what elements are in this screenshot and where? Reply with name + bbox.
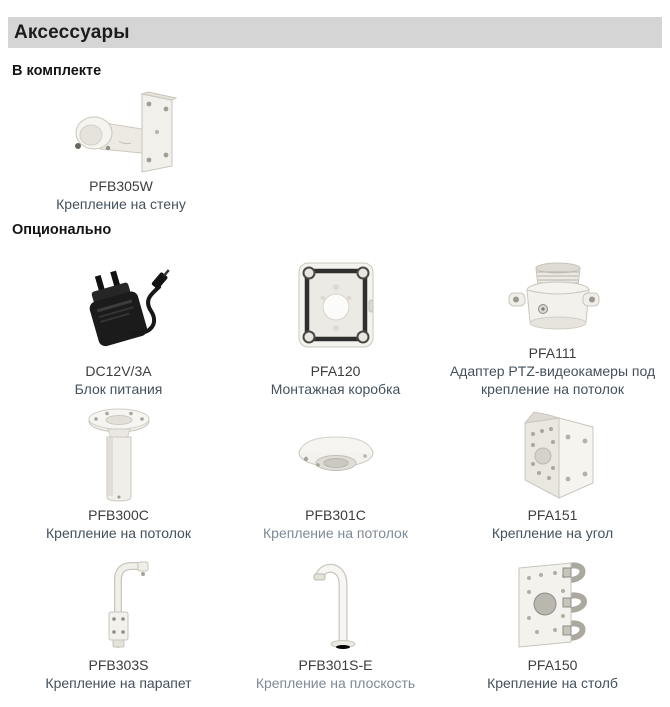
- product-model: PFB301S-E: [298, 657, 373, 673]
- product-card-pfa150: [444, 548, 661, 705]
- product-card-pfb300c: [10, 403, 227, 548]
- product-description: Крепление на потолок: [263, 525, 408, 541]
- ptz-ceiling-adapter-image: [444, 248, 661, 344]
- section-header-bar: [8, 17, 662, 48]
- page-title: Аксессуары: [14, 21, 130, 43]
- product-card-pfb301c: [227, 403, 444, 548]
- wall-mount-bracket-image: [15, 86, 227, 177]
- product-card-pfb303s: [10, 548, 227, 705]
- product-model: PFB301C: [305, 507, 366, 523]
- product-model: PFB303S: [88, 657, 149, 673]
- product-model: PFA111: [528, 345, 577, 361]
- product-card-dc12v: [10, 248, 227, 403]
- product-model: DC12V/3A: [85, 363, 152, 379]
- product-description: Крепление на стену: [56, 196, 186, 212]
- product-model: PFB305W: [89, 178, 153, 194]
- product-model: PFB300C: [88, 507, 149, 523]
- product-card-pfb305w: [15, 86, 227, 213]
- included-heading: В комплекте: [12, 63, 102, 79]
- product-card-pfb301s-e: [227, 548, 444, 705]
- product-description: Монтажная коробка: [270, 381, 401, 397]
- product-description: Крепление на плоскость: [255, 675, 416, 691]
- pole-mount-image: [444, 548, 661, 656]
- corner-mount-image: [444, 403, 661, 506]
- product-description: Крепление на столб: [487, 675, 618, 691]
- ceiling-dome-mount-image: [227, 403, 444, 506]
- optional-products-grid: [10, 248, 661, 705]
- gooseneck-mount-image: [227, 548, 444, 656]
- product-description: Крепление на угол: [491, 525, 614, 541]
- junction-box-image: [227, 248, 444, 362]
- product-description: Адаптер PTZ-видеокамеры под крепление на потолок: [449, 363, 656, 397]
- product-model: PFA151: [527, 507, 578, 523]
- parapet-mount-image: [10, 548, 227, 656]
- product-description: Блок питания: [74, 381, 163, 397]
- product-card-pfa111: [444, 248, 661, 403]
- ceiling-tube-mount-image: [10, 403, 227, 506]
- product-model: PFA150: [527, 657, 578, 673]
- product-card-pfa151: [444, 403, 661, 548]
- product-card-pfa120: [227, 248, 444, 403]
- power-adapter-image: [10, 248, 227, 362]
- product-model: PFA120: [310, 363, 361, 379]
- product-description: Крепление на потолок: [46, 525, 191, 541]
- optional-heading: Опционально: [12, 222, 112, 238]
- product-description: Крепление на парапет: [45, 675, 192, 691]
